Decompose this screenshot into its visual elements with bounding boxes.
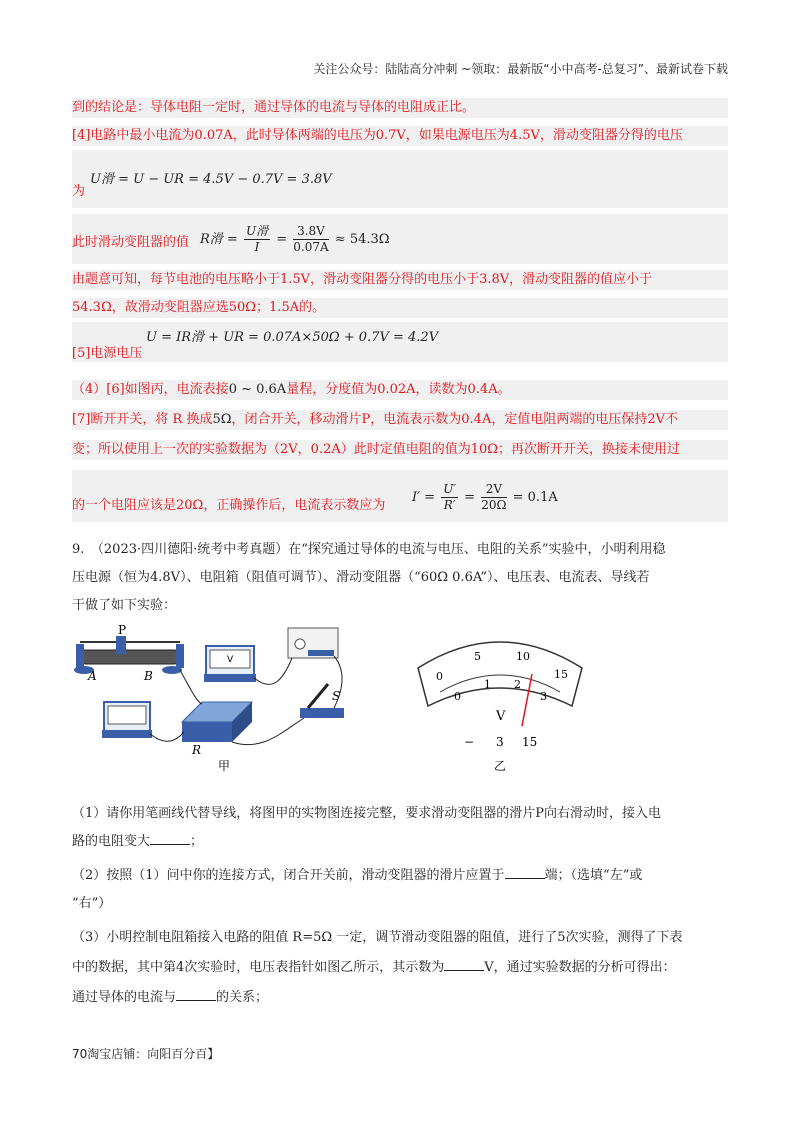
subq-2-line-1: （2）按照（1）问中你的连接方式，闭合开关前，滑动变阻器的滑片应置于 端；（选填“左”或 [72, 868, 643, 883]
resistance-box-icon [182, 702, 252, 742]
meter-outer-15: 15 [554, 668, 568, 681]
meter-outer-5: 5 [474, 650, 481, 663]
answer-blank[interactable] [505, 866, 545, 879]
terminal-minus: − [464, 735, 475, 749]
question-9-line-3: 干做了如下实验： [72, 598, 177, 613]
label-s: S [332, 689, 341, 703]
label-r: R [192, 743, 202, 757]
answer-formula-block-3 [72, 322, 728, 362]
figure-yi-voltmeter [410, 628, 590, 778]
subq-3-line-2: 中的数据，其中第4次实验时，电压表指针如图乙所示，其示数为 V，通过实验数据的分析可得出： [72, 960, 676, 975]
formula-r-slide: R滑 = $\frac{\text{U滑}}{I}$ = $\frac{3.8V}{0.07A}$ ≈ 54.3Ω [200, 224, 390, 254]
meter-inner-1: 1 [484, 678, 491, 691]
answer-line-10: [7]断开开关，将 R 换成5Ω，闭合开关，移动滑片P，电流表示数为0.4A，定值电阻两端的电压保持2V不 [72, 410, 728, 430]
meter-inner-3: 3 [540, 690, 547, 703]
power-supply-icon [288, 628, 338, 658]
answer-formula-block-1 [72, 150, 728, 208]
answer-line-1: 到的结论是：导体电阻一定时，通过导体的电流与导体的电阻成正比。 [72, 98, 728, 118]
subq-2-line-2: “右”） [72, 896, 112, 911]
label-p: P [118, 623, 127, 637]
answer-line-5: 由题意可知，每节电池的电压略小于1.5V，滑动变阻器分得的电压小于3.8V，滑动变阻器的值应小于 [72, 270, 728, 290]
page-header: 关注公众号：陆陆高分冲刺 ~领取：最新版“小中高考-总复习”、最新试卷下载 [313, 62, 728, 76]
figure-label-yi: 乙 [494, 759, 507, 773]
answer-line-6: 54.3Ω，故滑动变阻器应选50Ω；1.5A的。 [72, 298, 728, 318]
answer-blank[interactable] [444, 958, 484, 971]
voltmeter-label: V [227, 655, 234, 665]
answer-line-12: 的一个电阻应该是20Ω，正确操作后，电流表示数应为 [72, 498, 386, 513]
answer-line-8: [5]电源电压 [72, 346, 143, 361]
label-b: B [144, 669, 153, 683]
question-9-line-2: 压电源（恒为4.8V）、电阻箱（阻值可调节）、滑动变阻器（“60Ω 0.6A”）、电压表、电流表、导线若 [72, 570, 650, 585]
formula-i-prime: I′ = $\frac{U'}{R'}$ = $\frac{2V}{20\Omega}$ = 0.1A [412, 482, 558, 512]
answer-formula-block-2 [72, 214, 728, 264]
formula-u-slide: U滑 = U − UR = 4.5V − 0.7V = 3.8V [90, 172, 332, 187]
answer-prefix-2: 此时滑动变阻器的值 [72, 235, 190, 250]
subq-3-line-3: 通过导体的电流与 的关系； [72, 990, 269, 1005]
answer-prefix: 为 [72, 184, 86, 199]
formula-source-voltage: U = IR滑 + UR = 0.07A×50Ω + 0.7V = 4.2V [146, 330, 439, 345]
terminal-15: 15 [522, 735, 538, 749]
question-9-line-1: 9. （2023·四川德阳·统考中考真题）在“探究通过导体的电流与电压、电阻的关系”实验中，小明利用稳 [72, 542, 666, 557]
subq-1-line-2: 路的电阻变大 ； [72, 834, 204, 849]
figure-jia-circuit [72, 622, 372, 772]
meter-inner-2: 2 [514, 678, 521, 691]
answer-line-9: （4）[6]如图丙，电流表接0 ~ 0.6A量程，分度值为0.02A，读数为0.4A。 [72, 380, 728, 400]
figure-label-jia: 甲 [218, 759, 231, 772]
answer-blank[interactable] [176, 988, 216, 1001]
meter-outer-0: 0 [436, 670, 443, 683]
answer-line-11: 变；所以使用上一次的实验数据为（2V，0.2A）此时定值电阻的值为10Ω；再次断开开关，换接未使用过 [72, 440, 728, 460]
label-a: A [88, 669, 97, 683]
subq-1-line-1: （1）请你用笔画线代替导线，将图甲的实物图连接完整，要求滑动变阻器的滑片P向右滑动时，接入电 [72, 806, 662, 821]
answer-blank[interactable] [150, 832, 190, 845]
answer-line-2: [4]电路中最小电流为0.07A，此时导体两端的电压为0.7V，如果电源电压为4.5V，滑动变阻器分得的电压 [72, 126, 728, 146]
page-footer: 70淘宝店铺：向阳百分百】 [72, 1047, 220, 1061]
answer-formula-block-4 [72, 470, 728, 522]
meter-unit-v: V [496, 709, 506, 724]
ammeter-icon [102, 702, 152, 738]
meter-outer-10: 10 [516, 650, 530, 663]
subq-3-line-1: （3）小明控制电阻箱接入电路的阻值 R=5Ω 一定，调节滑动变阻器的阻值，进行了5次实验，测得了下表 [72, 930, 683, 945]
meter-inner-0: 0 [454, 690, 461, 703]
terminal-3: 3 [496, 735, 504, 749]
